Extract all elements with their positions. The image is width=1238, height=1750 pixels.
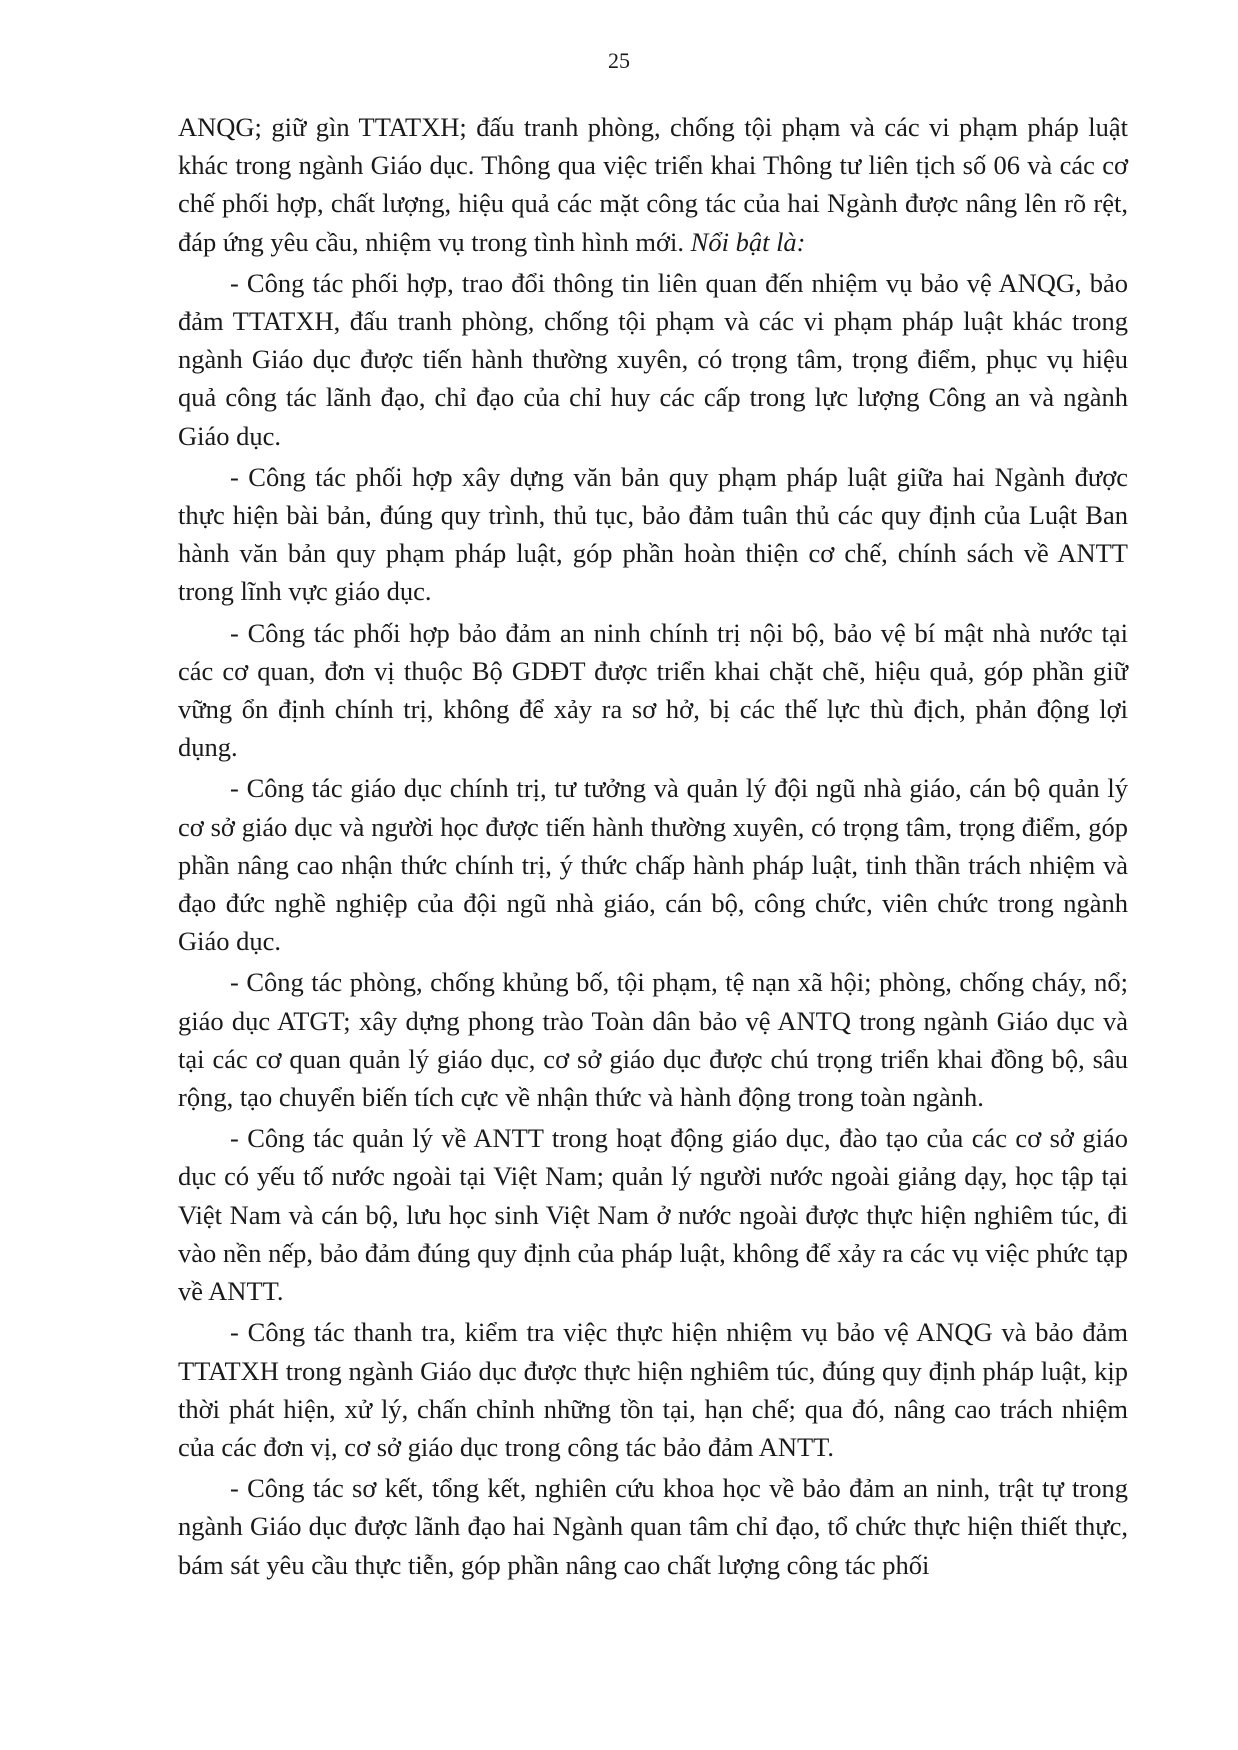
paragraph-crime-prevention: - Công tác phòng, chống khủng bố, tội phạm, tệ nạn xã hội; phòng, chống cháy, nổ; giáo dục ATGT; xây dựng phong trào Toàn dân bảo vệ ANTQ trong ngành Giáo dục và tại các cơ quan quản lý giáo dục, cơ sở giáo dục được chú trọng triển khai đồng bộ, sâu rộng, tạo chuyển biến tích cực về nhận thức và hành động trong toàn ngành. xyxy=(178,967,1128,1113)
paragraph-foreign-element: - Công tác quản lý về ANTT trong hoạt động giáo dục, đào tạo của các cơ sở giáo dục có yếu tố nước ngoài tại Việt Nam; quản lý người nước ngoài giảng dạy, học tập tại Việt Nam và cán bộ, lưu học sinh Việt Nam ở nước ngoài được thực hiện nghiêm túc, đi vào nền nếp, bảo đảm đúng quy định của pháp luật, không để xảy ra các vụ việc phức tạp về ANTT. xyxy=(178,1123,1128,1307)
emphasis-text: Nổi bật là: xyxy=(690,226,806,257)
paragraph-intro xyxy=(178,108,1128,261)
paragraph-information-exchange: - Công tác phối hợp, trao đổi thông tin liên quan đến nhiệm vụ bảo vệ ANQG, bảo đảm TTATXH, đấu tranh phòng, chống tội phạm và các vi phạm pháp luật khác trong ngành Giáo dục được tiến hành thường xuyên, có trọng tâm, trọng điểm, phục vụ hiệu quả công tác lãnh đạo, chỉ đạo của chỉ huy các cấp trong lực lượng Công an và ngành Giáo dục. xyxy=(178,267,1128,451)
paragraph-political-education: - Công tác giáo dục chính trị, tư tưởng và quản lý đội ngũ nhà giáo, cán bộ quản lý cơ sở giáo dục và người học được tiến hành thường xuyên, có trọng tâm, trọng điểm, góp phần nâng cao nhận thức chính trị, ý thức chấp hành pháp luật, tinh thần trách nhiệm và đạo đức nghề nghiệp của đội ngũ nhà giáo, cán bộ, công chức, viên chức trong ngành Giáo dục. xyxy=(178,773,1128,957)
paragraph-inspection: - Công tác thanh tra, kiểm tra việc thực hiện nhiệm vụ bảo vệ ANQG và bảo đảm TTATXH trong ngành Giáo dục được thực hiện nghiêm túc, đúng quy định pháp luật, kịp thời phát hiện, xử lý, chấn chỉnh những tồn tại, hạn chế; qua đó, nâng cao trách nhiệm của các đơn vị, cơ sở giáo dục trong công tác bảo đảm ANTT. xyxy=(178,1317,1128,1462)
paragraph-review-research: - Công tác sơ kết, tổng kết, nghiên cứu khoa học về bảo đảm an ninh, trật tự trong ngành Giáo dục được lãnh đạo hai Ngành quan tâm chỉ đạo, tổ chức thực hiện thiết thực, bám sát yêu cầu thực tiễn, góp phần nâng cao chất lượng công tác phối xyxy=(178,1473,1128,1580)
paragraph-text: ANQG; giữ gìn TTATXH; đấu tranh phòng, chống tội phạm và các vi phạm pháp luật khác trong ngành Giáo dục. Thông qua việc triển khai Thông tư liên tịch số 06 và các cơ chế phối hợp, chất lượng, hiệu quả các mặt công tác của hai Ngành được nâng lên rõ rệt, đáp ứng yêu cầu, nhiệm vụ trong tình hình mới. xyxy=(178,112,1128,257)
paragraph-internal-security: - Công tác phối hợp bảo đảm an ninh chính trị nội bộ, bảo vệ bí mật nhà nước tại các cơ quan, đơn vị thuộc Bộ GDĐT được triển khai chặt chẽ, hiệu quả, góp phần giữ vững ổn định chính trị, không để xảy ra sơ hở, bị các thế lực thù địch, phản động lợi dụng. xyxy=(178,617,1128,763)
document-body xyxy=(178,108,1128,1587)
paragraph-legal-documents: - Công tác phối hợp xây dựng văn bản quy phạm pháp luật giữa hai Ngành được thực hiện bài bản, đúng quy trình, thủ tục, bảo đảm tuân thủ các quy định của Luật Ban hành văn bản quy phạm pháp luật, góp phần hoàn thiện cơ chế, chính sách về ANTT trong lĩnh vực giáo dục. xyxy=(178,461,1128,607)
page-number: 25 xyxy=(608,48,630,73)
